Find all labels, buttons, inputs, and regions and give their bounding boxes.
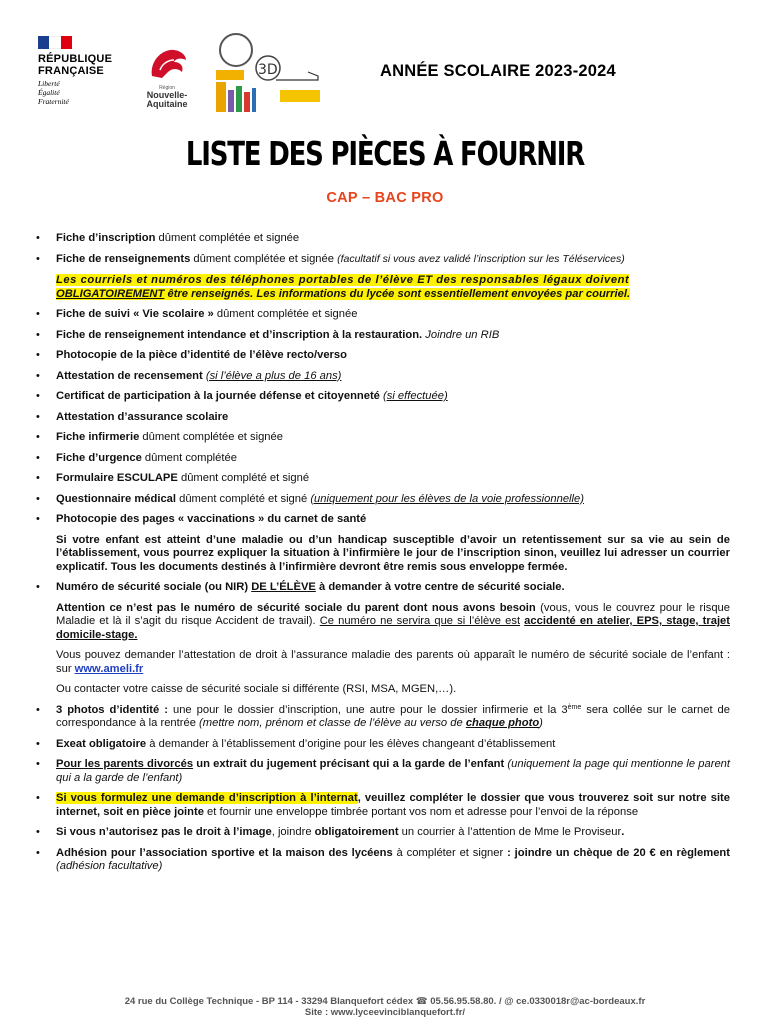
list-item: • Exeat obligatoire à demander à l’établissement d’origine pour les élèves changeant d’établissement	[36, 737, 556, 750]
ameli-link[interactable]: www.ameli.fr	[74, 662, 144, 675]
page-subtitle: CAP – BAC PRO	[326, 190, 444, 206]
french-flag-icon	[38, 36, 72, 49]
svg-text:3D: 3D	[258, 62, 278, 78]
list-item: • Fiche de renseignements dûment complétée et signée (facultatif si vous avez validé l’inscription sur les Téléservices)	[36, 252, 625, 265]
list-item: • Fiche de suivi « Vie scolaire » dûment complétée et signée	[36, 308, 358, 320]
list-item: • Si vous n’autorisez pas le droit à l’image, joindre obligatoirement un courrier à l’attention de Mme le Proviseur.	[36, 826, 625, 838]
caisse-note: Ou contacter votre caisse de sécurité sociale si différente (RSI, MSA, MGEN,…).	[56, 683, 457, 695]
documents-list	[36, 232, 730, 874]
list-item: • Questionnaire médical dûment complété et signé (uniquement pour les élèves de la voie professionnelle)	[36, 492, 584, 505]
list-item: • Photocopie de la pièce d’identité de l’élève recto/verso	[36, 349, 347, 361]
lycee-leonard-de-vinci-logo	[208, 30, 328, 116]
republique-francaise-logo	[38, 36, 148, 106]
email-phone-note: Les courriels et numéros des téléphones portables de l’élève ET des responsables légaux doivent OBLIGATOIREMENT être renseignés. Les informations du lycée sont essentiellement envoyées par courriel.	[56, 274, 631, 300]
republique-line-2: FRANÇAISE	[38, 65, 104, 77]
list-item: • Fiche d’inscription dûment complétée et signée	[36, 232, 300, 244]
footer-address: 24 rue du Collège Technique - BP 114 - 33294 Blanquefort cédex ☎ 05.56.95.58.80. / @ ce.0330018r@ac-bordeaux.fr	[124, 996, 646, 1007]
list-item: • Numéro de sécurité sociale (ou NIR) DE L’ÉLÈVE à demander à votre centre de sécurité sociale. Attention ce n’est pas le numéro de sécurité sociale du parent dont nous avons besoin (vous, vous le couvrez pour le risque Maladie et là il s’agit du risque Accident de travail). Ce numéro ne servira que si l’élève est accidenté en atelier, EPS, stage, trajet domicile-stage. Vous pouvez demander l’attestation de droit à l’assurance maladie des parents où apparaît le numéro de sécurité sociale de l’enfant : sur www.ameli.fr Ou contacter votre caisse de sécurité sociale si différente (RSI, MSA, MGEN,…).	[36, 581, 731, 695]
motto: Liberté Égalité Fraternité	[38, 79, 69, 106]
school-year-heading: ANNÉE SCOLAIRE 2023-2024	[380, 62, 616, 80]
list-item: • Fiche d’urgence dûment complétée	[36, 451, 237, 464]
footer-website: Site : www.lyceevinciblanquefort.fr/	[304, 1007, 466, 1018]
list-item: • Pour les parents divorcés un extrait du jugement précisant qui a la garde de l’enfant (uniquement la page qui mentionne le parent qui a la garde de l’enfant)	[36, 758, 730, 784]
list-item: • Adhésion pour l’association sportive et la maison des lycéens à compléter et signer : joindre un chèque de 20 € en règlement (adhésion facultative)	[36, 846, 730, 872]
republique-line-1: RÉPUBLIQUE	[38, 53, 113, 65]
list-item: • Attestation d’assurance scolaire	[36, 410, 229, 423]
health-note: Si votre enfant est atteint d’une maladie ou d’un handicap susceptible d’avoir un retentissement sur sa vie au sein de l’établissement, vous pourrez expliquer la situation à l’infirmière le jour de l’inscription sinon, veuillez lui adresser un courrier explicatif. Tous les documents destinés à l’infirmière devront être remis sous enveloppe fermée.	[56, 533, 730, 573]
list-item: • Fiche infirmerie dûment complétée et signée	[36, 431, 283, 443]
header	[38, 30, 738, 120]
nouvelle-aquitaine-logo: Région Nouvelle- Aquitaine	[136, 46, 198, 110]
list-item: • 3 photos d’identité : une pour le dossier d’inscription, une autre pour le dossier infirmerie et la 3ème sera collée sur le carnet de correspondance à la rentrée (mettre nom, prénom et classe de l’élève au verso de chaque photo)	[36, 703, 731, 729]
footer	[0, 996, 770, 1018]
page-title: LISTE DES PIÈCES À FOURNIR	[185, 136, 585, 174]
list-item: • Si vous formulez une demande d’inscription à l’internat, veuillez compléter le dossier que vous trouverez soit sur notre site internet, soit en pièce jointe et fournir une enveloppe timbrée portant vos nom et adresse pour l’envoi de la réponse	[36, 792, 730, 818]
ameli-note: Vous pouvez demander l’attestation de droit à l’assurance maladie des parents où apparaît le numéro de sécurité sociale de l’enfant : sur www.ameli.fr	[56, 649, 730, 675]
list-item: • Fiche de renseignement intendance et d’inscription à la restauration. Joindre un RIB	[36, 328, 500, 341]
social-security-note: Attention ce n’est pas le numéro de sécurité sociale du parent dont nous avons besoin (vous, vous le couvrez pour le risque Maladie et là il s’agit du risque Accident de travail). Ce numéro ne servira que si l’élève est accidenté en atelier, EPS, stage, trajet domicile-stage.	[56, 601, 731, 641]
list-item: • Formulaire ESCULAPE dûment complété et signé	[36, 472, 310, 484]
list-item: • Certificat de participation à la journée défense et citoyenneté (si effectuée)	[36, 390, 448, 402]
nouvelle-aquitaine-lion-icon	[146, 46, 190, 80]
list-item: • Photocopie des pages « vaccinations » du carnet de santé Si votre enfant est atteint d’une maladie ou d’un handicap susceptible d’avoir un retentissement sur sa vie au sein de l’établissement, vous pourrez expliquer la situation à l’infirmière le jour de l’inscription sinon, veuillez lui adresser un courrier explicatif. Tous les documents destinés à l’infirmière devront être remis sous enveloppe fermée.	[36, 513, 730, 573]
list-item: • Attestation de recensement (si l’élève a plus de 16 ans)	[36, 369, 342, 382]
